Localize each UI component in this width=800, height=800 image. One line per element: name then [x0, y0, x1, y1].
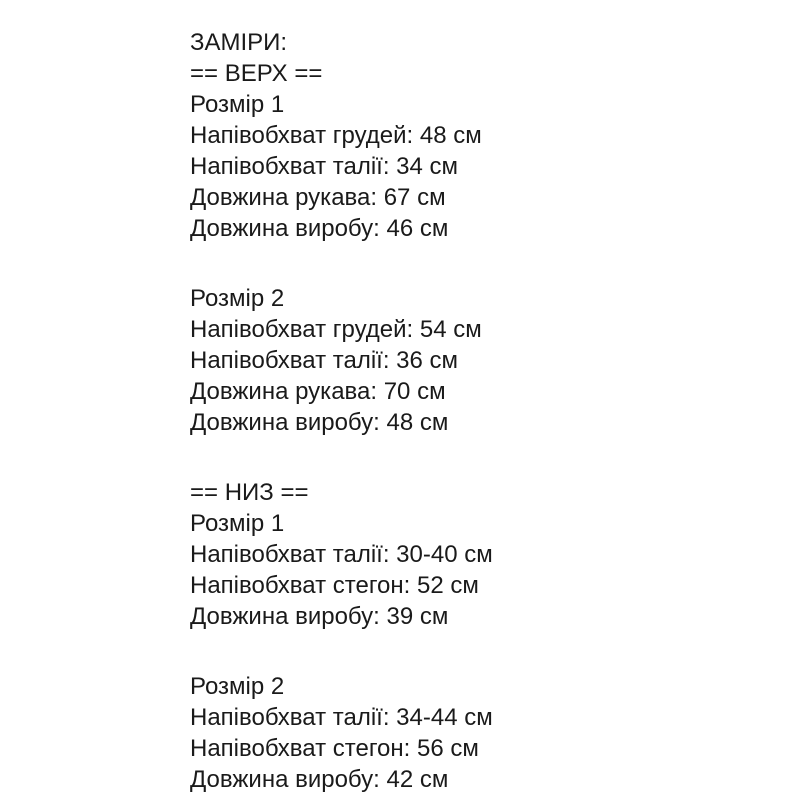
measurement-line: Довжина рукава: 70 см: [190, 378, 446, 405]
document-title: ЗАМІРИ:: [190, 29, 288, 56]
measurement-line: Довжина рукава: 67 см: [190, 184, 446, 211]
measurement-line: Напівобхват талії: 30-40 см: [190, 541, 493, 568]
size-label: Розмір 2: [190, 673, 285, 700]
size-block-top-1: [190, 89, 493, 244]
measurements-document: [190, 27, 493, 795]
measurement-line: Напівобхват стегон: 56 см: [190, 735, 479, 762]
measurement-line: Напівобхват стегон: 52 см: [190, 572, 479, 599]
measurement-line: Довжина виробу: 48 см: [190, 409, 449, 436]
spacer: [190, 438, 493, 477]
measurement-line: Напівобхват талії: 34-44 см: [190, 704, 493, 731]
section-heading-bottom: == НИЗ ==: [190, 479, 309, 506]
measurement-line: Напівобхват талії: 36 см: [190, 347, 459, 374]
size-label: Розмір 1: [190, 91, 285, 118]
measurement-line: Напівобхват грудей: 54 см: [190, 316, 482, 343]
spacer: [190, 244, 493, 283]
measurement-line: Напівобхват талії: 34 см: [190, 153, 459, 180]
size-block-bottom-2: [190, 671, 493, 795]
measurement-line: Напівобхват грудей: 48 см: [190, 122, 482, 149]
measurement-line: Довжина виробу: 42 см: [190, 766, 449, 793]
size-block-bottom-1: [190, 508, 493, 632]
measurement-line: Довжина виробу: 46 см: [190, 215, 449, 242]
size-block-top-2: [190, 283, 493, 438]
section-heading-top: == ВЕРХ ==: [190, 60, 323, 87]
size-label: Розмір 2: [190, 285, 285, 312]
size-label: Розмір 1: [190, 510, 285, 537]
measurement-line: Довжина виробу: 39 см: [190, 603, 449, 630]
spacer: [190, 632, 493, 671]
